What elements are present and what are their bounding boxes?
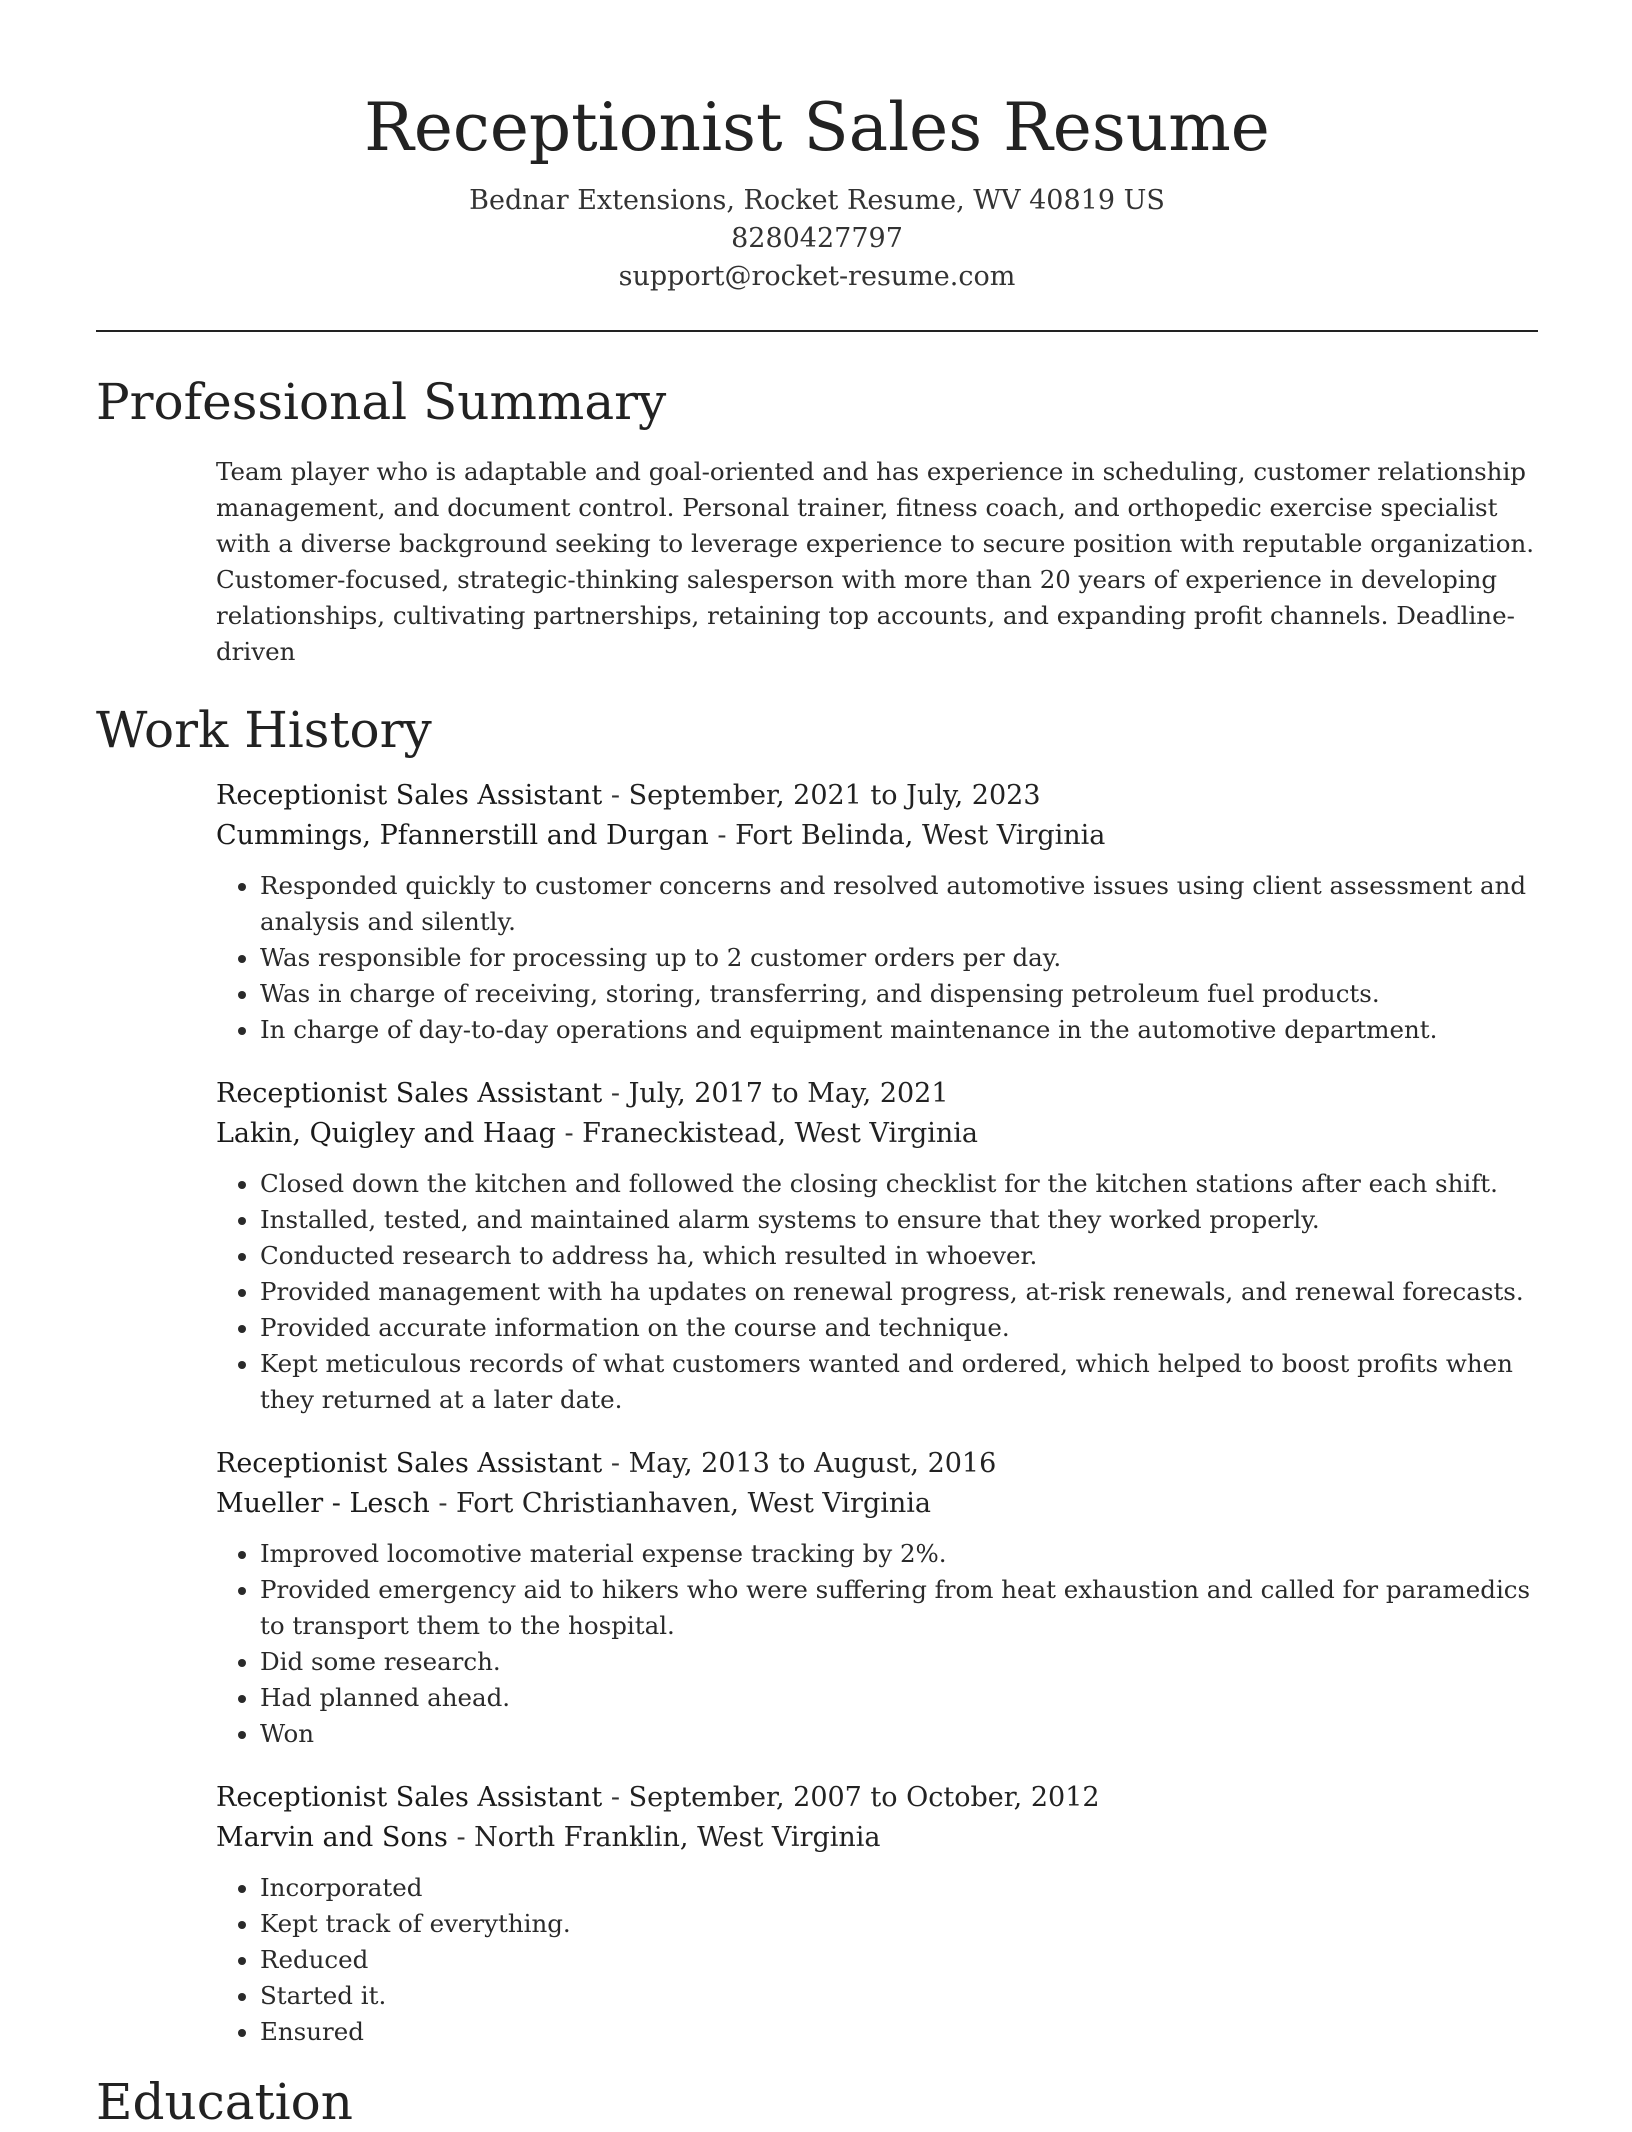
list-item: • Closed down the kitchen and followed the closing checklist for the kitchen stations after each shift. bbox=[260, 1166, 1538, 1202]
job-bullets bbox=[216, 1870, 1538, 2050]
job-role: Receptionist Sales Assistant bbox=[216, 1448, 603, 1479]
resume-header bbox=[96, 0, 1538, 296]
job-company-line: Lakin, Quigley and Haag - Franeckistead, West Virginia bbox=[216, 1118, 979, 1149]
contact-phone: 8280427797 bbox=[731, 223, 903, 254]
job-company: Mueller - Lesch bbox=[216, 1488, 430, 1519]
job-dates: September, 2021 to July, 2023 bbox=[628, 780, 1041, 811]
job-bullets bbox=[216, 868, 1538, 1048]
list-item: • Did some research. bbox=[260, 1644, 1538, 1680]
contact-email: support@rocket-resume.com bbox=[618, 261, 1016, 292]
job-role-line: Receptionist Sales Assistant - September, 2021 to July, 2023 bbox=[216, 780, 1041, 811]
list-item: • Provided emergency aid to hikers who were suffering from heat exhaustion and called for paramedics to transport them to the hospital. bbox=[260, 1572, 1538, 1644]
job-bullets bbox=[216, 1166, 1538, 1418]
job-role: Receptionist Sales Assistant bbox=[216, 780, 603, 811]
job-dates: May, 2013 to August, 2016 bbox=[628, 1448, 997, 1479]
list-item: • Provided management with ha updates on renewal progress, at-risk renewals, and renewal forecasts. bbox=[260, 1274, 1538, 1310]
list-item: • Improved locomotive material expense tracking by 2%. bbox=[260, 1536, 1538, 1572]
job-location: North Franklin, West Virginia bbox=[474, 1822, 881, 1853]
job-bullets bbox=[216, 1536, 1538, 1752]
list-item: • Had planned ahead. bbox=[260, 1680, 1538, 1716]
list-item: • Reduced bbox=[260, 1942, 1538, 1978]
resume-page bbox=[96, 0, 1538, 2132]
header-divider bbox=[96, 330, 1538, 332]
summary-text: Team player who is adaptable and goal-oriented and has experience in scheduling, customer relationship management, and document control. Personal trainer, fitness coach, and orthopedic exercise specialist with a diverse background seeking to leverage experience to secure position with reputable organization. Customer-focused, strategic-thinking salesperson with more than 20 years of experience in developing relationships, cultivating partnerships, retaining top accounts, and expanding profit channels. Deadline-driven bbox=[216, 457, 1535, 666]
contact-address: Bednar Extensions, Rocket Resume, WV 40819 US bbox=[469, 185, 1165, 216]
job-role-line: Receptionist Sales Assistant - September, 2007 to October, 2012 bbox=[216, 1782, 1100, 1813]
resume-title: Receptionist Sales Resume bbox=[364, 89, 1270, 166]
list-item: • Ensured bbox=[260, 2014, 1538, 2050]
list-item: • Kept track of everything. bbox=[260, 1906, 1538, 1942]
list-item: • Provided accurate information on the course and technique. bbox=[260, 1310, 1538, 1346]
job-entry bbox=[216, 776, 1538, 1048]
list-item: • Installed, tested, and maintained alarm systems to ensure that they worked properly. bbox=[260, 1202, 1538, 1238]
list-item: • Conducted research to address ha, which resulted in whoever. bbox=[260, 1238, 1538, 1274]
job-company: Marvin and Sons bbox=[216, 1822, 448, 1853]
list-item: • Was responsible for processing up to 2 customer orders per day. bbox=[260, 940, 1538, 976]
job-location: Franeckistead, West Virginia bbox=[582, 1118, 979, 1149]
list-item: • Was in charge of receiving, storing, transferring, and dispensing petroleum fuel products. bbox=[260, 976, 1538, 1012]
list-item: • Kept meticulous records of what customers wanted and ordered, which helped to boost profits when they returned at a later date. bbox=[260, 1346, 1538, 1418]
job-company-line: Marvin and Sons - North Franklin, West Virginia bbox=[216, 1822, 881, 1853]
job-company-line: Cummings, Pfannerstill and Durgan - Fort Belinda, West Virginia bbox=[216, 820, 1106, 851]
job-entry bbox=[216, 1778, 1538, 2050]
list-item: • Started it. bbox=[260, 1978, 1538, 2014]
job-dates: July, 2017 to May, 2021 bbox=[628, 1078, 949, 1109]
section-title-summary: Professional Summary bbox=[96, 373, 667, 431]
job-role-line: Receptionist Sales Assistant - May, 2013 to August, 2016 bbox=[216, 1448, 997, 1479]
list-item: • Responded quickly to customer concerns and resolved automotive issues using client assessment and analysis and silently. bbox=[260, 868, 1538, 940]
list-item: • In charge of day-to-day operations and equipment maintenance in the automotive department. bbox=[260, 1012, 1538, 1048]
list-item: • Won bbox=[260, 1716, 1538, 1752]
job-role: Receptionist Sales Assistant bbox=[216, 1078, 603, 1109]
list-item: • Incorporated bbox=[260, 1870, 1538, 1906]
job-role-line: Receptionist Sales Assistant - July, 2017 to May, 2021 bbox=[216, 1078, 949, 1109]
job-dates: September, 2007 to October, 2012 bbox=[628, 1782, 1100, 1813]
contact-block bbox=[96, 182, 1538, 296]
job-entry bbox=[216, 1444, 1538, 1752]
job-company: Cummings, Pfannerstill and Durgan bbox=[216, 820, 709, 851]
job-entry bbox=[216, 1074, 1538, 1418]
section-title-work-history: Work History bbox=[96, 701, 432, 759]
section-title-education: Education bbox=[96, 2073, 353, 2131]
job-company: Lakin, Quigley and Haag bbox=[216, 1118, 556, 1149]
job-location: Fort Belinda, West Virginia bbox=[735, 820, 1106, 851]
job-company-line: Mueller - Lesch - Fort Christianhaven, West Virginia bbox=[216, 1488, 931, 1519]
job-role: Receptionist Sales Assistant bbox=[216, 1782, 603, 1813]
job-location: Fort Christianhaven, West Virginia bbox=[456, 1488, 931, 1519]
